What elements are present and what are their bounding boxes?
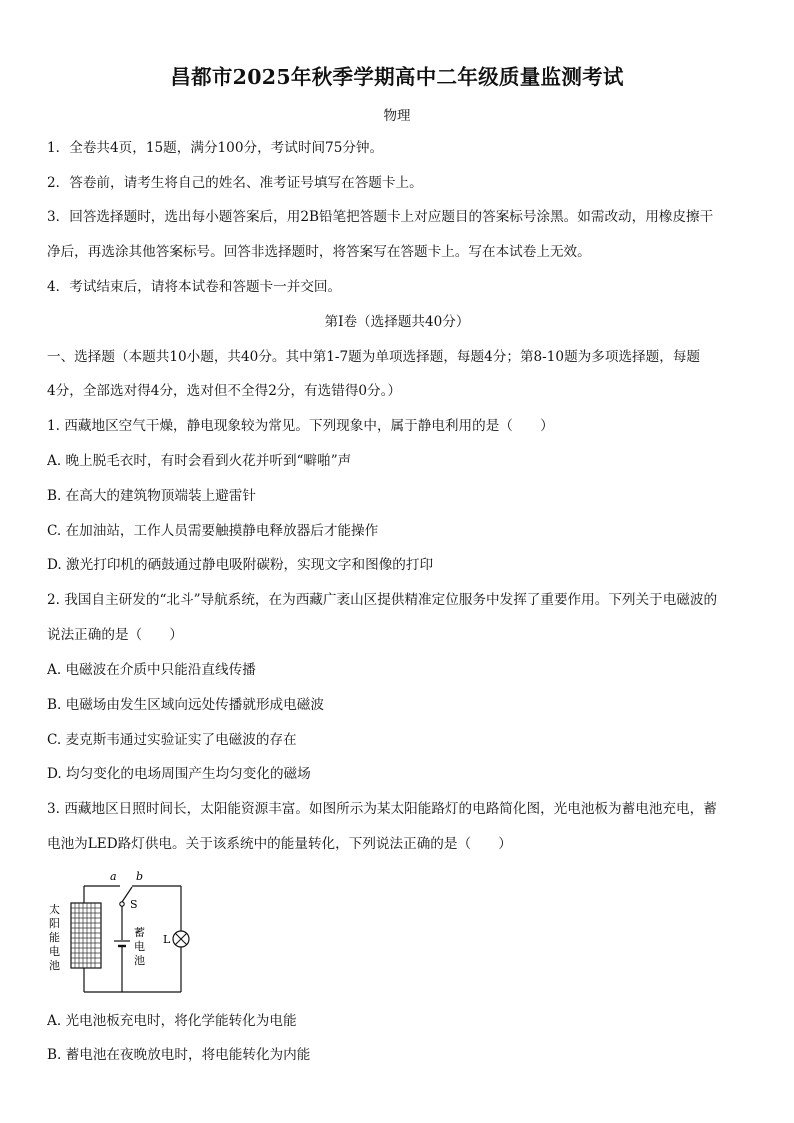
solar-circuit-diagram [44,868,194,996]
section-title: 第Ⅰ卷（选择题共40分） [324,314,470,330]
label-solar-1: 太 [49,903,60,916]
instruction-1: 1．全卷共4页，15题，满分100分，考试时间75分钟。 [47,140,384,156]
instruction-3-cont: 净后，再选涂其他答案标号。回答非选择题时，将答案写在答题卡上。写在本试卷上无效。 [47,244,591,260]
q3-option-a: A. 光电池板充电时，将化学能转化为电能 [47,1013,297,1029]
battery-icon [114,941,130,992]
exam-title: 昌都市2025年秋季学期高中二年级质量监测考试 [170,65,624,89]
q2-option-b: B. 电磁场由发生区域向远处传播就形成电磁波 [47,697,324,713]
label-battery-2: 电 [134,940,145,953]
label-solar-2: 阳 [49,917,60,930]
q2-option-d: D. 均匀变化的电场周围产生均匀变化的磁场 [47,766,311,782]
label-solar-3: 能 [49,931,60,944]
label-battery-3: 池 [134,954,145,967]
q2-option-a: A. 电磁波在介质中只能沿直线传播 [47,662,256,678]
instruction-4: 4．考试结束后，请将本试卷和答题卡一并交回。 [47,279,342,295]
switch-icon [120,887,132,940]
section-intro-1: 一、选择题（本题共10小题，共40分。其中第1-7题为单项选择题，每题4分；第8-10题为多项选择题，每题 [47,349,701,365]
q2-option-c: C. 麦克斯韦通过实验证实了电磁波的存在 [47,732,297,748]
solar-panel-icon [71,903,101,968]
instruction-3: 3．回答选择题时，选出每小题答案后，用2B铅笔把答题卡上对应题目的答案标号涂黑。如需改动，用橡皮擦干 [47,209,714,225]
q3-stem: 3. 西藏地区日照时间长，太阳能资源丰富。如图所示为某太阳能路灯的电路简化图，光电池板为蓄电池充电，蓄 [47,801,717,817]
q3-option-b: B. 蓄电池在夜晚放电时，将电能转化为内能 [47,1047,311,1063]
q3-stem-cont: 电池为LED路灯供电。关于该系统中的能量转化，下列说法正确的是（ ） [47,836,512,852]
q1-stem: 1. 西藏地区空气干燥，静电现象较为常见。下列现象中，属于静电利用的是（ ） [47,418,554,434]
instruction-2: 2．答卷前，请考生将自己的姓名、准考证号填写在答题卡上。 [47,175,423,191]
label-solar-5: 池 [49,959,60,972]
label-battery-1: 蓄 [134,926,145,939]
label-a: a [110,870,117,883]
label-s: S [130,898,138,911]
lamp-icon [173,931,189,947]
q2-stem: 2. 我国自主研发的“北斗”导航系统，在为西藏广袤山区提供精准定位服务中发挥了重要作用。下列关于电磁波的 [47,592,718,608]
q1-option-b: B. 在高大的建筑物顶端装上避雷针 [47,488,256,504]
q1-option-d: D. 激光打印机的硒鼓通过静电吸附碳粉，实现文字和图像的打印 [47,557,434,573]
label-solar-4: 电 [49,945,60,958]
exam-subject: 物理 [383,108,411,124]
q1-option-c: C. 在加油站，工作人员需要触摸静电释放器后才能操作 [47,523,379,539]
label-b: b [136,870,144,883]
q2-stem-cont: 说法正确的是（ ） [47,627,183,643]
q1-option-a: A. 晚上脱毛衣时，有时会看到火花并听到“噼啪”声 [47,453,352,469]
section-intro-2: 4分，全部选对得4分，选对但不全得2分，有选错得0分。） [47,383,402,399]
label-l: L [163,933,171,946]
